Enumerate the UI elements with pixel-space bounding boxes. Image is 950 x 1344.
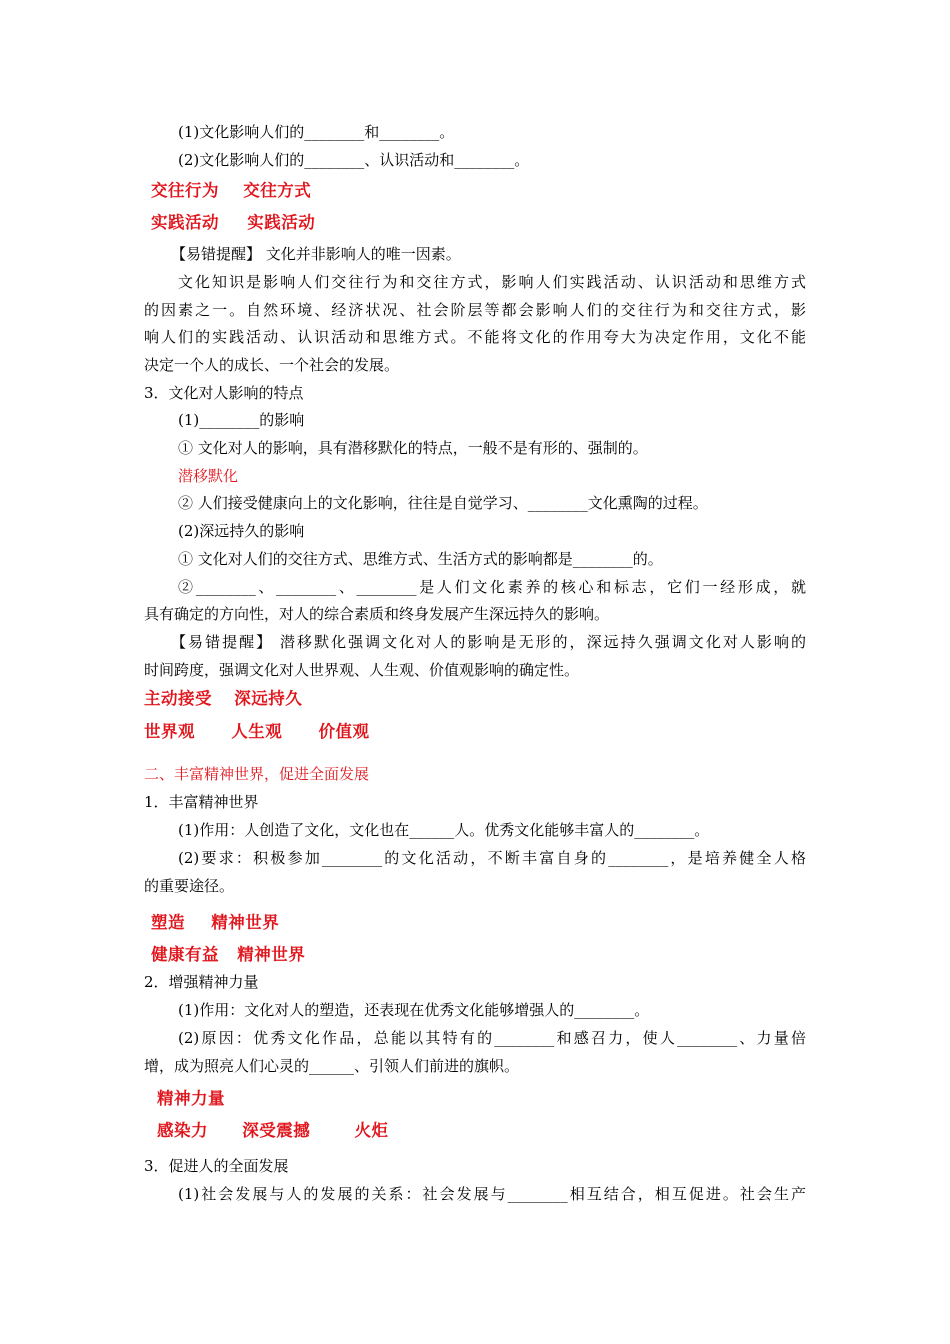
section-heading: 3．文化对人影响的特点 bbox=[144, 384, 304, 402]
text-line: (2)深远持久的影响 bbox=[178, 522, 305, 540]
answer-text: 实践活动 bbox=[247, 213, 316, 232]
text-line: (2)原因：优秀文化作品，总能以其特有的________和感召力，使人________、力量倍 bbox=[178, 1029, 806, 1047]
answer-line bbox=[144, 721, 370, 743]
answer-text: 人生观 bbox=[231, 722, 283, 741]
answer-line bbox=[157, 1120, 389, 1142]
answer-line bbox=[157, 1088, 225, 1110]
text-line: 文化知识是影响人们交往行为和交往方式，影响人们实践活动、认识活动和思维方式 bbox=[178, 273, 806, 291]
section-heading: 3．促进人的全面发展 bbox=[144, 1157, 289, 1175]
text-line: 的因素之一。自然环境、经济状况、社会阶层等都会影响人们的交往行为和交往方式，影 bbox=[144, 301, 806, 319]
answer-text: 主动接受 bbox=[144, 689, 212, 708]
answer-text: 交往方式 bbox=[243, 181, 312, 200]
answer-line bbox=[151, 912, 279, 934]
answer-text: 实践活动 bbox=[151, 213, 219, 232]
answer-text: 健康有益 bbox=[151, 945, 219, 964]
text-line: (1)社会发展与人的发展的关系：社会发展与________相互结合，相互促进。社会生产 bbox=[178, 1185, 806, 1203]
text-line: ① 文化对人们的交往方式、思维方式、生活方式的影响都是________的。 bbox=[178, 550, 663, 568]
answer-text: 交往行为 bbox=[151, 181, 219, 200]
answer-text: 潜移默化 bbox=[178, 467, 239, 485]
tip-line: 【易错提醒】 文化并非影响人的唯一因素。 bbox=[171, 245, 461, 263]
answer-text: 精神世界 bbox=[211, 913, 280, 932]
answer-text: 火炬 bbox=[354, 1121, 389, 1140]
section-heading: 1．丰富精神世界 bbox=[144, 793, 259, 811]
answer-line bbox=[151, 944, 305, 966]
text-line: 增，成为照亮人们心灵的______、引领人们前进的旗帜。 bbox=[144, 1057, 520, 1075]
answer-text: 精神力量 bbox=[157, 1089, 225, 1108]
text-line: 具有确定的方向性，对人的综合素质和终身发展产生深远持久的影响。 bbox=[144, 605, 610, 623]
answer-text: 世界观 bbox=[144, 722, 195, 741]
text-line: ② 人们接受健康向上的文化影响，往往是自觉学习、________文化熏陶的过程。 bbox=[178, 494, 708, 512]
text-line: 时间跨度，强调文化对人世界观、人生观、价值观影响的确定性。 bbox=[144, 661, 580, 679]
text-line: (1)________的影响 bbox=[178, 411, 305, 429]
text-line: (1)作用：文化对人的塑造，还表现在优秀文化能够增强人的________。 bbox=[178, 1001, 650, 1019]
text-line: 的重要途径。 bbox=[144, 877, 235, 895]
text-line: (1)作用：人创造了文化，文化也在______人。优秀文化能够丰富人的________。 bbox=[178, 821, 710, 839]
text-line: ① 文化对人的影响，具有潜移默化的特点，一般不是有形的、强制的。 bbox=[178, 439, 648, 457]
text-line: (1)文化影响人们的________和________。 bbox=[178, 123, 455, 141]
text-line: ②________、________、________是人们文化素养的核心和标志，它们一经形成，就 bbox=[178, 578, 806, 596]
section-heading: 2．增强精神力量 bbox=[144, 973, 259, 991]
answer-line bbox=[151, 180, 311, 202]
answer-text: 深远持久 bbox=[234, 689, 303, 708]
answer-line bbox=[144, 688, 302, 710]
answer-line bbox=[151, 212, 315, 234]
text-line: (2)要求：积极参加________的文化活动，不断丰富自身的________，是培养健全人格 bbox=[178, 849, 806, 867]
answer-text: 深受震撼 bbox=[242, 1121, 311, 1140]
answer-text: 精神世界 bbox=[237, 945, 306, 964]
text-line: 决定一个人的成长、一个社会的发展。 bbox=[144, 356, 400, 374]
text-line: 响人们的实践活动、认识活动和思维方式。不能将文化的作用夸大为决定作用，文化不能 bbox=[144, 328, 806, 346]
answer-text: 塑造 bbox=[151, 913, 185, 932]
tip-line: 【易错提醒】 潜移默化强调文化对人的影响是无形的，深远持久强调文化对人影响的 bbox=[171, 633, 806, 651]
answer-text: 价值观 bbox=[318, 722, 370, 741]
text-line: (2)文化影响人们的________、认识活动和________。 bbox=[178, 151, 530, 169]
answer-text: 感染力 bbox=[157, 1121, 208, 1140]
section-heading: 二、丰富精神世界，促进全面发展 bbox=[144, 765, 370, 783]
